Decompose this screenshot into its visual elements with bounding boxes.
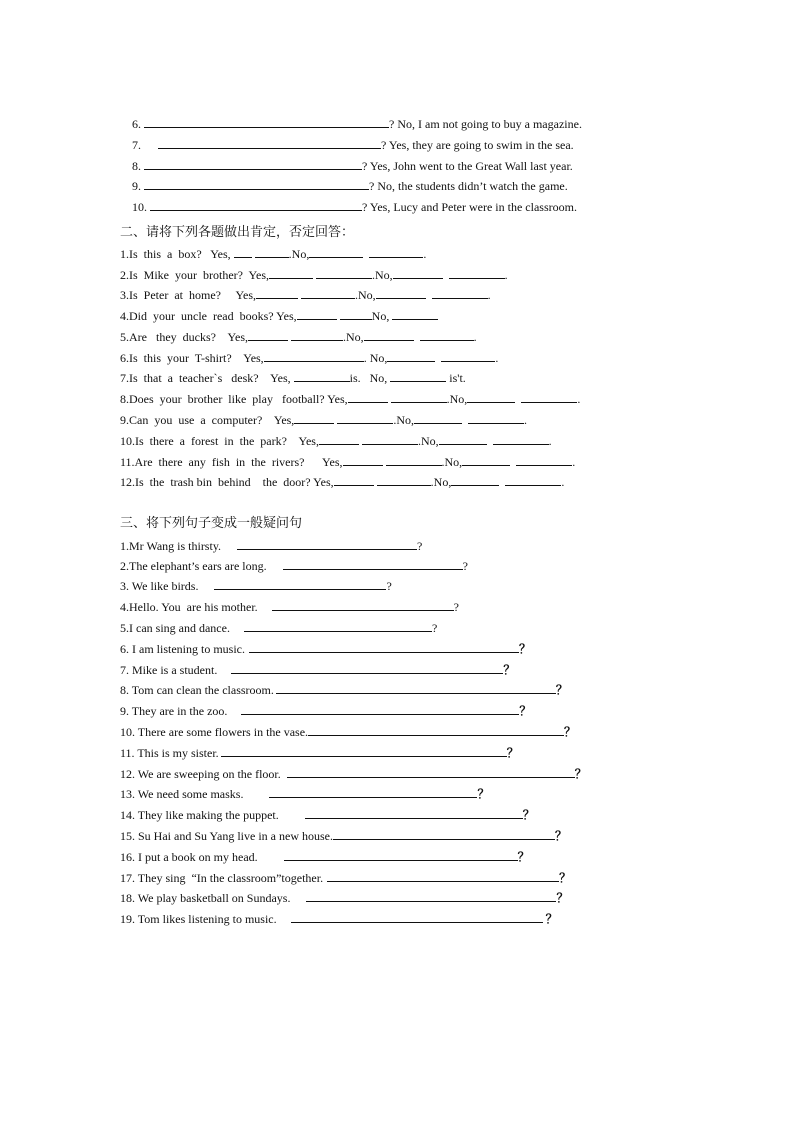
answer-blank[interactable] <box>308 723 564 736</box>
answer-blank[interactable] <box>369 245 423 258</box>
s3-item-9: 9. They are in the zoo. ？ <box>120 704 532 718</box>
answer-blank[interactable] <box>256 286 298 299</box>
answer-blank[interactable] <box>269 266 313 279</box>
answer-blank[interactable] <box>340 307 372 320</box>
s3-item-17: 17. They sing “In the classroom”together. ？ <box>120 871 572 885</box>
answer-blank[interactable] <box>249 640 519 653</box>
s3-item-1: 1.Mr Wang is thirsty. ? <box>120 539 423 553</box>
s2-item-9: 9.Can you use a computer? Yes, .No, . <box>120 413 527 427</box>
s3-item-13: 13. We need some masks. ？ <box>120 787 490 801</box>
answer-blank[interactable] <box>462 453 510 466</box>
answer-blank[interactable] <box>221 744 507 757</box>
answer-blank[interactable] <box>237 537 417 550</box>
answer-blank[interactable] <box>414 411 462 424</box>
answer-blank[interactable] <box>309 245 363 258</box>
answer-blank[interactable] <box>283 557 463 570</box>
answer-blank[interactable] <box>333 827 555 840</box>
s3-item-8: 8. Tom can clean the classroom. ？ <box>120 683 568 697</box>
s1-item-6: 6. ? No, I am not going to buy a magazine. <box>132 117 582 131</box>
s3-item-18: 18. We play basketball on Sundays. ？ <box>120 891 569 905</box>
section2-heading: 二、请将下列各题做出肯定，否定回答： <box>120 225 355 240</box>
answer-blank[interactable] <box>150 198 362 211</box>
s3-item-5: 5.I can sing and dance. ? <box>120 621 438 635</box>
answer-blank[interactable] <box>387 349 435 362</box>
answer-blank[interactable] <box>231 661 503 674</box>
s2-item-4: 4.Did your uncle read books? Yes, No, <box>120 307 438 323</box>
answer-blank[interactable] <box>291 328 343 341</box>
s1-item-9: 9. ? No, the students didn’t watch the game. <box>132 179 568 193</box>
answer-blank[interactable] <box>516 453 572 466</box>
answer-blank[interactable] <box>391 390 447 403</box>
answer-blank[interactable] <box>432 286 488 299</box>
s3-item-19: 19. Tom likes listening to music. ？ <box>120 912 558 926</box>
answer-blank[interactable] <box>255 245 289 258</box>
s3-item-7: 7. Mike is a student. ？ <box>120 663 516 677</box>
s2-item-8: 8.Does your brother like play football? Yes, .No, . <box>120 392 581 406</box>
answer-blank[interactable] <box>376 286 426 299</box>
s2-item-7: 7.Is that a teacher`s desk? Yes, is. No, is't. <box>120 371 466 385</box>
answer-blank[interactable] <box>386 453 442 466</box>
answer-blank[interactable] <box>393 266 443 279</box>
answer-blank[interactable] <box>362 432 418 445</box>
s3-item-12: 12. We are sweeping on the floor. ？ <box>120 767 587 781</box>
s2-item-1: 1.Is this a box? Yes, .No, . <box>120 247 427 261</box>
s1-item-8: 8. ? Yes, John went to the Great Wall last year. <box>132 159 573 173</box>
answer-blank[interactable] <box>327 869 559 882</box>
s1-item-10: 10. ? Yes, Lucy and Peter were in the classroom. <box>132 200 577 214</box>
s3-item-16: 16. I put a book on my head. ？ <box>120 850 530 864</box>
answer-blank[interactable] <box>297 307 337 320</box>
answer-blank[interactable] <box>264 349 364 362</box>
s3-item-6: 6. I am listening to music. ？ <box>120 642 532 656</box>
s2-item-6: 6.Is this your T-shirt? Yes, . No, . <box>120 351 499 365</box>
s3-item-11: 11. This is my sister. ？ <box>120 746 519 760</box>
answer-blank[interactable] <box>390 369 446 382</box>
s2-item-5: 5.Are they ducks? Yes, .No, . <box>120 330 477 344</box>
s2-item-11: 11.Are there any fish in the rivers? Yes, .No, . <box>120 455 576 469</box>
answer-blank[interactable] <box>306 889 556 902</box>
answer-blank[interactable] <box>467 390 515 403</box>
answer-blank[interactable] <box>214 577 386 590</box>
answer-blank[interactable] <box>343 453 383 466</box>
s3-item-4: 4.Hello. You are his mother. ? <box>120 600 459 614</box>
answer-blank[interactable] <box>493 432 549 445</box>
section3-heading: 三、将下列句子变成一般疑问句 <box>120 516 303 531</box>
answer-blank[interactable] <box>272 598 454 611</box>
s3-item-2: 2.The elephant’s ears are long. ? <box>120 559 468 573</box>
answer-blank[interactable] <box>294 369 350 382</box>
answer-blank[interactable] <box>269 785 477 798</box>
answer-blank[interactable] <box>248 328 288 341</box>
s2-item-10: 10.Is there a forest in the park? Yes, .No, . <box>120 434 552 448</box>
answer-blank[interactable] <box>441 349 495 362</box>
answer-blank[interactable] <box>276 681 556 694</box>
answer-blank[interactable] <box>468 411 524 424</box>
s2-item-3: 3.Is Peter at home? Yes, .No, . <box>120 288 491 302</box>
s2-item-2: 2.Is Mike your brother? Yes, .No, . <box>120 268 508 282</box>
answer-blank[interactable] <box>334 473 374 486</box>
answer-blank[interactable] <box>449 266 505 279</box>
answer-blank[interactable] <box>451 473 499 486</box>
answer-blank[interactable] <box>294 411 334 424</box>
s3-item-15: 15. Su Hai and Su Yang live in a new house. ？ <box>120 829 568 843</box>
answer-blank[interactable] <box>420 328 474 341</box>
answer-blank[interactable] <box>521 390 577 403</box>
answer-blank[interactable] <box>284 848 518 861</box>
answer-blank[interactable] <box>305 806 523 819</box>
answer-blank[interactable] <box>316 266 372 279</box>
answer-blank[interactable] <box>348 390 388 403</box>
answer-blank[interactable] <box>337 411 393 424</box>
answer-blank[interactable] <box>505 473 561 486</box>
answer-blank[interactable] <box>364 328 414 341</box>
answer-blank[interactable] <box>287 765 575 778</box>
s3-item-10: 10. There are some flowers in the vase. ？ <box>120 725 577 739</box>
s3-item-3: 3. We like birds. ? <box>120 579 392 593</box>
answer-blank[interactable] <box>439 432 487 445</box>
s3-item-14: 14. They like making the puppet. ？ <box>120 808 535 822</box>
answer-blank[interactable] <box>234 245 252 258</box>
answer-blank[interactable] <box>241 702 519 715</box>
answer-blank[interactable] <box>377 473 431 486</box>
s1-item-7: 7. ? Yes, they are going to swim in the sea. <box>132 138 574 152</box>
answer-blank[interactable] <box>392 307 438 320</box>
answer-blank[interactable] <box>244 619 432 632</box>
answer-blank[interactable] <box>301 286 355 299</box>
answer-blank[interactable] <box>291 910 543 923</box>
answer-blank[interactable] <box>319 432 359 445</box>
s2-item-12: 12.Is the trash bin behind the door? Yes, .No, . <box>120 475 565 489</box>
